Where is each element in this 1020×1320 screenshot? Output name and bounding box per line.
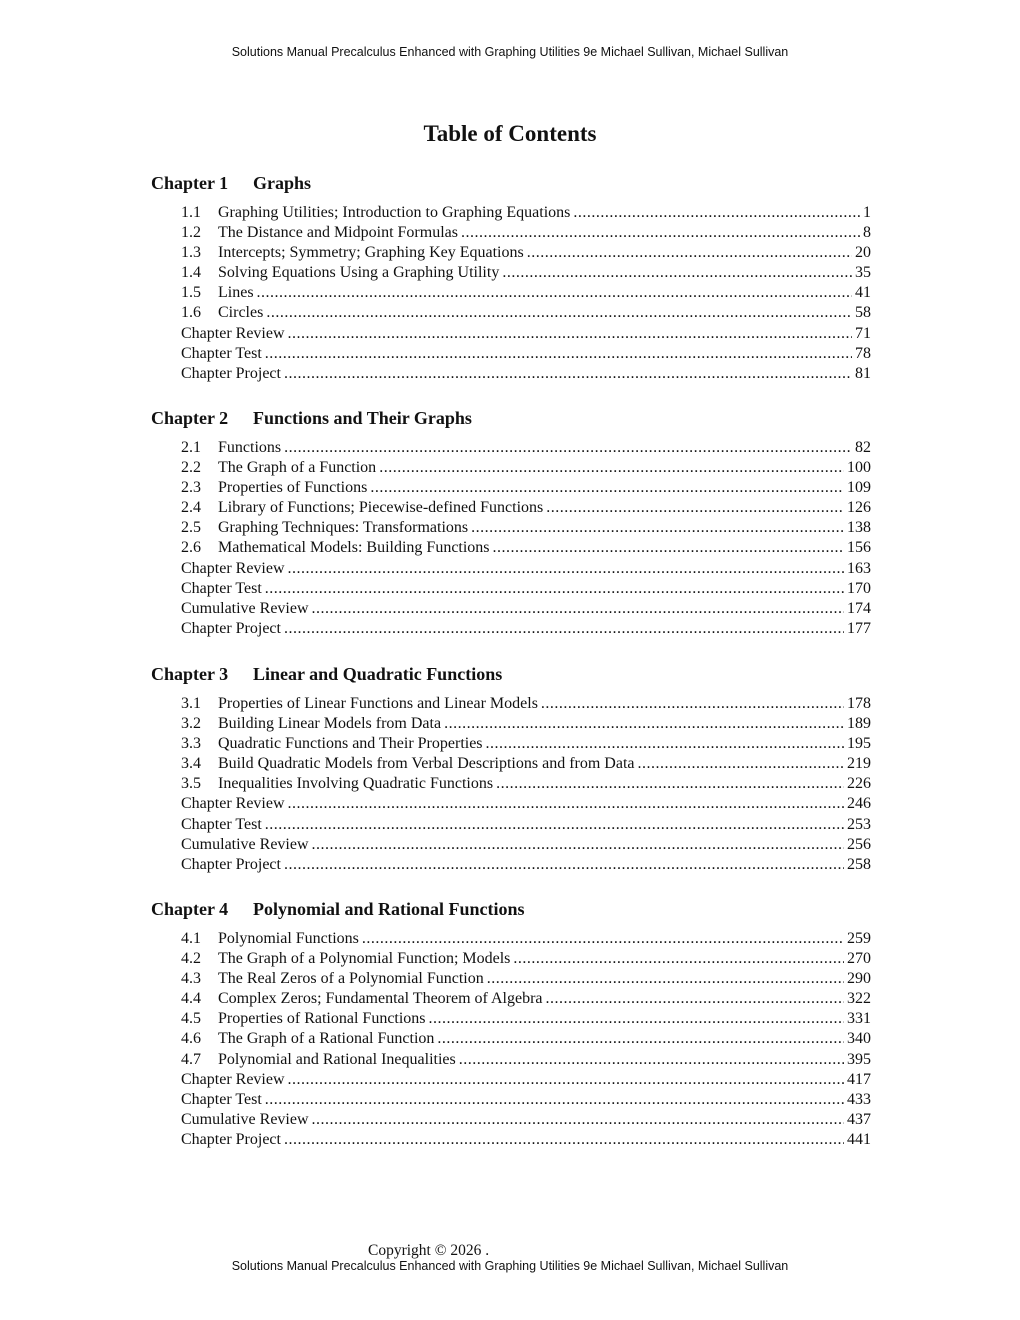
dot-leader <box>257 283 852 303</box>
page-number: 219 <box>847 755 871 773</box>
toc-entry[interactable] <box>181 1029 871 1049</box>
toc-entry[interactable] <box>181 498 871 518</box>
page-number: 163 <box>847 559 871 577</box>
entry-title: Chapter Project <box>181 1130 281 1148</box>
entry-title: Chapter Test <box>181 579 262 597</box>
page-number: 1 <box>863 204 871 221</box>
toc-entry[interactable] <box>181 559 871 579</box>
toc-entry[interactable] <box>181 949 871 969</box>
chapter-number: Chapter 1 <box>151 173 229 193</box>
dot-leader <box>493 538 844 558</box>
section-number: 2.5 <box>181 519 201 537</box>
dot-leader <box>284 855 844 875</box>
chapter-heading <box>151 898 871 920</box>
toc-entry[interactable] <box>181 1009 871 1029</box>
dot-leader <box>284 1130 844 1150</box>
dot-leader <box>429 1009 844 1029</box>
dot-leader <box>288 559 844 579</box>
entry-title: The Graph of a Polynomial Function; Models <box>218 950 511 968</box>
section-number: 4.1 <box>181 930 201 947</box>
entry-title: Intercepts; Symmetry; Graphing Key Equations <box>218 244 524 262</box>
dot-leader <box>288 1070 844 1090</box>
dot-leader <box>284 438 852 458</box>
running-header: Solutions Manual Precalculus Enhanced with Graphing Utilities 9e Michael Sullivan, Michael Sullivan <box>231 45 789 59</box>
toc-entry[interactable] <box>181 364 871 384</box>
chapter-number: Chapter 2 <box>151 408 229 428</box>
toc-entry[interactable] <box>181 754 871 774</box>
toc-entry[interactable] <box>181 579 871 599</box>
dot-leader <box>437 1029 844 1049</box>
page-number: 41 <box>855 284 871 302</box>
chapter-block <box>151 407 871 639</box>
page-number: 331 <box>847 1010 871 1028</box>
page-number: 170 <box>847 579 871 597</box>
dot-leader <box>265 344 852 364</box>
section-number: 4.6 <box>181 1030 201 1048</box>
toc-entry[interactable] <box>181 203 871 223</box>
page-number: 138 <box>847 519 871 537</box>
section-number: 4.3 <box>181 970 201 988</box>
dot-leader <box>487 969 844 989</box>
page-number: 189 <box>847 715 871 733</box>
section-number: 1.4 <box>181 264 201 282</box>
entry-title: The Distance and Midpoint Formulas <box>218 224 458 242</box>
page-number: 156 <box>847 539 871 557</box>
toc-entry[interactable] <box>181 458 871 478</box>
dot-leader <box>513 949 844 969</box>
dot-leader <box>486 734 844 754</box>
section-number: 1.3 <box>181 244 201 262</box>
dot-leader <box>266 303 852 323</box>
dot-leader <box>379 458 844 478</box>
page-number: 246 <box>847 795 871 813</box>
entry-title: Mathematical Models: Building Functions <box>218 539 490 557</box>
toc-entry[interactable] <box>181 263 871 283</box>
copyright-notice: Copyright © 2026 . <box>368 1242 490 1259</box>
toc-entry[interactable] <box>181 243 871 263</box>
dot-leader <box>288 324 852 344</box>
toc-entry[interactable] <box>181 1090 871 1110</box>
toc-entry[interactable] <box>181 223 871 243</box>
chapter-number: Chapter 3 <box>151 664 229 684</box>
page-number: 35 <box>855 264 871 282</box>
toc-entry[interactable] <box>181 1050 871 1070</box>
page-number: 82 <box>855 439 871 456</box>
dot-leader <box>496 774 844 794</box>
dot-leader <box>638 754 845 774</box>
section-number: 4.5 <box>181 1010 201 1028</box>
toc-entry[interactable] <box>181 303 871 323</box>
section-number: 2.3 <box>181 479 201 497</box>
toc-entry[interactable] <box>181 1110 871 1130</box>
entry-title: Solving Equations Using a Graphing Utility <box>218 264 500 282</box>
page-number: 270 <box>847 950 871 968</box>
toc-entry[interactable] <box>181 794 871 814</box>
toc-entry[interactable] <box>181 1130 871 1150</box>
toc-entry[interactable] <box>181 815 871 835</box>
chapter-title: Graphs <box>253 173 312 193</box>
page-number: 258 <box>847 855 871 873</box>
section-number: 1.2 <box>181 224 201 242</box>
entry-title: Chapter Review <box>181 795 285 813</box>
chapter-block <box>151 663 871 875</box>
page-number: 100 <box>847 459 871 477</box>
toc-entry[interactable] <box>181 774 871 794</box>
dot-leader <box>265 815 844 835</box>
page-number: 441 <box>847 1130 871 1148</box>
entry-title: Functions <box>218 439 282 456</box>
section-number: 2.2 <box>181 459 201 477</box>
entry-title: The Graph of a Function <box>218 459 377 477</box>
page-number: 78 <box>855 344 871 362</box>
dot-leader <box>288 794 844 814</box>
entry-title: Chapter Review <box>181 324 285 342</box>
running-footer: Solutions Manual Precalculus Enhanced with Graphing Utilities 9e Michael Sullivan, Michael Sullivan <box>231 1259 789 1273</box>
dot-leader <box>546 498 844 518</box>
dot-leader <box>502 263 852 283</box>
entry-title: Inequalities Involving Quadratic Functions <box>218 775 494 793</box>
entry-title: Polynomial and Rational Inequalities <box>218 1050 456 1068</box>
dot-leader <box>312 835 844 855</box>
section-number: 3.1 <box>181 695 201 712</box>
section-number: 3.2 <box>181 715 201 733</box>
entry-title: Cumulative Review <box>181 835 309 853</box>
page-number: 174 <box>847 599 871 617</box>
page-number: 322 <box>847 990 871 1008</box>
entry-title: The Graph of a Rational Function <box>218 1030 435 1048</box>
dot-leader <box>312 1110 844 1130</box>
entry-title: Chapter Project <box>181 855 281 873</box>
entry-title: Chapter Review <box>181 1070 285 1088</box>
entry-title: The Real Zeros of a Polynomial Function <box>218 970 484 988</box>
page-number: 126 <box>847 499 871 517</box>
toc-entry[interactable] <box>181 538 871 558</box>
toc-entry[interactable] <box>181 283 871 303</box>
page-number: 253 <box>847 815 871 833</box>
page-number: 177 <box>847 619 871 637</box>
entry-title: Cumulative Review <box>181 1110 309 1128</box>
section-number: 4.4 <box>181 990 201 1008</box>
dot-leader <box>284 364 852 384</box>
entry-title: Chapter Project <box>181 619 281 637</box>
section-number: 3.4 <box>181 755 201 773</box>
page-number: 195 <box>847 735 871 753</box>
page-number: 340 <box>847 1030 871 1048</box>
section-number: 4.7 <box>181 1050 201 1068</box>
toc-entry[interactable] <box>181 714 871 734</box>
page-number: 395 <box>847 1050 871 1068</box>
chapter-heading <box>151 663 871 685</box>
toc-entry[interactable] <box>181 518 871 538</box>
entry-title: Complex Zeros; Fundamental Theorem of Algebra <box>218 990 543 1008</box>
toc-entry[interactable] <box>181 855 871 875</box>
section-number: 2.4 <box>181 499 201 517</box>
dot-leader <box>527 243 852 263</box>
entry-title: Chapter Project <box>181 364 281 382</box>
page-number: 8 <box>863 224 871 242</box>
chapter-heading <box>151 172 871 194</box>
entry-title: Graphing Techniques: Transformations <box>218 519 469 537</box>
entry-title: Building Linear Models from Data <box>218 715 442 733</box>
page-title: Table of Contents <box>423 121 597 146</box>
entry-title: Graphing Utilities; Introduction to Graphing Equations <box>218 204 571 221</box>
entry-title: Properties of Functions <box>218 479 368 497</box>
dot-leader <box>265 1090 844 1110</box>
chapter-heading <box>151 407 871 429</box>
chapter-block <box>151 898 871 1150</box>
dot-leader <box>362 929 844 949</box>
toc-entry[interactable] <box>181 599 871 619</box>
page-number: 259 <box>847 930 871 947</box>
chapter-title: Polynomial and Rational Functions <box>253 899 525 919</box>
chapter-title: Linear and Quadratic Functions <box>253 664 503 684</box>
page-number: 81 <box>855 364 871 382</box>
section-number: 1.1 <box>181 204 201 221</box>
toc-entry[interactable] <box>181 929 871 949</box>
dot-leader <box>444 714 844 734</box>
entry-title: Properties of Linear Functions and Linear Models <box>218 695 538 712</box>
page-number: 58 <box>855 304 871 322</box>
section-number: 2.1 <box>181 439 201 456</box>
page-number: 256 <box>847 835 871 853</box>
page-number: 71 <box>855 324 871 342</box>
section-number: 1.5 <box>181 284 201 302</box>
toc-entry[interactable] <box>181 478 871 498</box>
entry-title: Properties of Rational Functions <box>218 1010 426 1028</box>
toc-entry[interactable] <box>181 619 871 639</box>
page-number: 290 <box>847 970 871 988</box>
entry-title: Polynomial Functions <box>218 930 359 947</box>
toc-entry[interactable] <box>181 835 871 855</box>
chapter-title: Functions and Their Graphs <box>253 408 472 428</box>
toc-entry[interactable] <box>181 324 871 344</box>
toc-entry[interactable] <box>181 1070 871 1090</box>
toc-entry[interactable] <box>181 969 871 989</box>
toc-entry[interactable] <box>181 438 871 458</box>
page-number: 433 <box>847 1090 871 1108</box>
dot-leader <box>471 518 844 538</box>
section-number: 2.6 <box>181 539 201 557</box>
toc-entry[interactable] <box>181 344 871 364</box>
page-number: 226 <box>847 775 871 793</box>
dot-leader <box>461 223 860 243</box>
page-number: 417 <box>847 1070 871 1088</box>
page-number: 178 <box>847 695 871 712</box>
dot-leader <box>370 478 844 498</box>
page-number: 437 <box>847 1110 871 1128</box>
chapter-block <box>151 172 871 384</box>
entry-title: Lines <box>218 284 254 302</box>
dot-leader <box>284 619 844 639</box>
dot-leader <box>265 579 844 599</box>
dot-leader <box>312 599 844 619</box>
page-number: 109 <box>847 479 871 497</box>
entry-title: Chapter Test <box>181 815 262 833</box>
entry-title: Chapter Test <box>181 1090 262 1108</box>
entry-title: Chapter Test <box>181 344 262 362</box>
toc-entry[interactable] <box>181 989 871 1009</box>
section-number: 1.6 <box>181 304 201 322</box>
section-number: 4.2 <box>181 950 201 968</box>
toc-entry[interactable] <box>181 734 871 754</box>
page-number: 20 <box>855 244 871 262</box>
dot-leader <box>546 989 844 1009</box>
entry-title: Library of Functions; Piecewise-defined Functions <box>218 499 544 517</box>
entry-title: Build Quadratic Models from Verbal Descriptions and from Data <box>218 755 635 773</box>
section-number: 3.3 <box>181 735 201 753</box>
entry-title: Chapter Review <box>181 559 285 577</box>
dot-leader <box>573 203 860 223</box>
entry-title: Quadratic Functions and Their Properties <box>218 735 483 753</box>
dot-leader <box>541 694 844 714</box>
toc-entry[interactable] <box>181 694 871 714</box>
section-number: 3.5 <box>181 775 201 793</box>
entry-title: Cumulative Review <box>181 599 309 617</box>
chapter-number: Chapter 4 <box>151 899 229 919</box>
entry-title: Circles <box>218 304 264 322</box>
dot-leader <box>459 1050 844 1070</box>
